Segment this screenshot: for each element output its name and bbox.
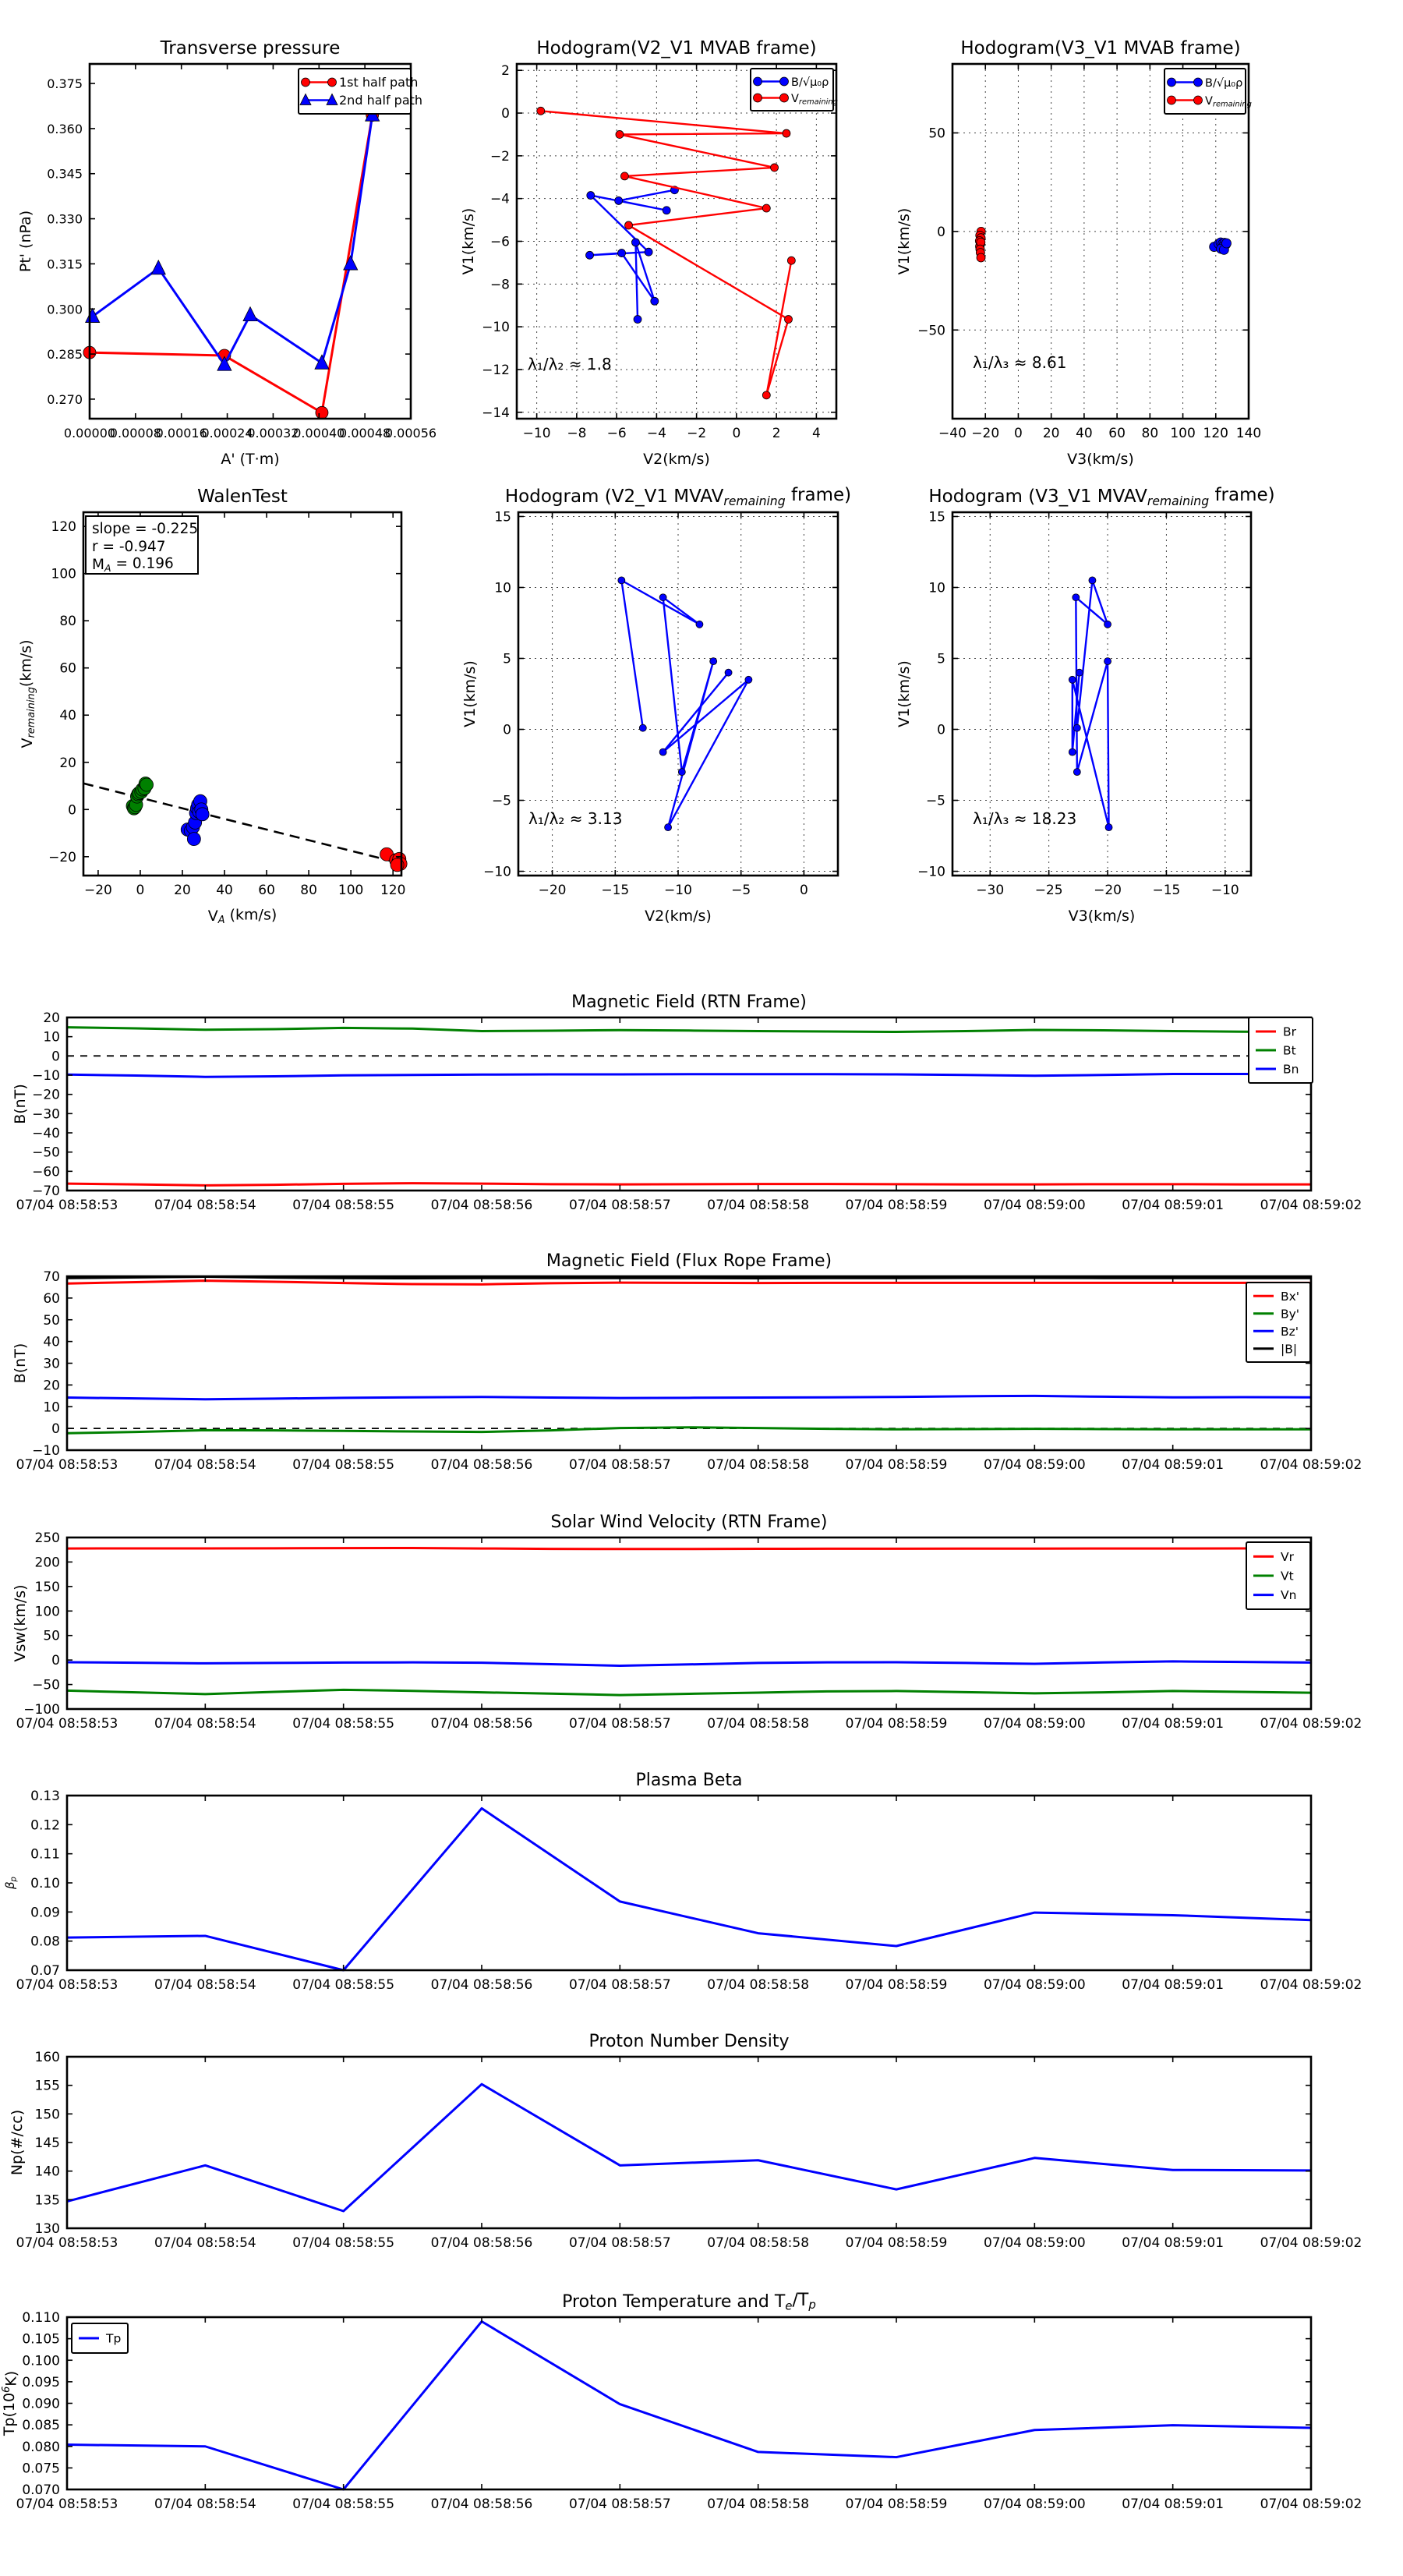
svg-text:07/04 08:58:54: 07/04 08:58:54 [154,1457,256,1473]
svg-text:−100: −100 [23,1702,60,1718]
svg-text:Solar Wind Velocity (RTN Frame: Solar Wind Velocity (RTN Frame) [550,1513,828,1532]
svg-text:100: 100 [51,566,76,582]
svg-text:07/04 08:58:57: 07/04 08:58:57 [568,2235,671,2251]
svg-text:30: 30 [43,1356,60,1372]
svg-text:07/04 08:59:01: 07/04 08:59:01 [1122,2235,1225,2251]
svg-text:0.100: 0.100 [22,2353,60,2369]
svg-text:07/04 08:58:53: 07/04 08:58:53 [16,1457,118,1473]
svg-text:07/04 08:58:56: 07/04 08:58:56 [430,1198,533,1213]
svg-text:10: 10 [928,580,945,596]
svg-text:Tp: Tp [106,2331,122,2346]
svg-text:WalenTest: WalenTest [197,487,288,507]
svg-text:−5: −5 [925,793,945,809]
svg-text:−4: −4 [646,426,666,441]
svg-text:150: 150 [34,1579,60,1595]
svg-text:07/04 08:58:53: 07/04 08:58:53 [16,1198,118,1213]
svg-text:−25: −25 [1034,883,1063,898]
svg-text:07/04 08:58:59: 07/04 08:58:59 [845,2235,948,2251]
plot-vsw-rtn [12,1513,1362,1732]
svg-text:0: 0 [501,106,510,122]
svg-text:Br: Br [1283,1024,1297,1039]
svg-text:0.00016: 0.00016 [155,426,207,441]
svg-text:140: 140 [34,2164,60,2180]
svg-text:07/04 08:58:59: 07/04 08:58:59 [845,1198,948,1213]
svg-text:Hodogram(V2_V1 MVAB frame): Hodogram(V2_V1 MVAB frame) [536,38,817,58]
svg-text:−14: −14 [482,405,510,421]
svg-text:40: 40 [59,708,76,724]
svg-text:0.12: 0.12 [30,1817,60,1834]
svg-text:0.090: 0.090 [22,2396,60,2412]
svg-text:Np(#/cc): Np(#/cc) [9,2109,26,2176]
svg-text:−10: −10 [32,1443,60,1459]
svg-text:20: 20 [43,1378,60,1394]
svg-text:15: 15 [494,509,511,525]
svg-text:07/04 08:58:57: 07/04 08:58:57 [568,2496,671,2512]
svg-text:2nd half path: 2nd half path [339,93,423,108]
svg-text:0: 0 [51,1421,60,1438]
svg-text:Tp(106K): $Tp(10^6K)$ [1,2370,20,2436]
svg-text:|B|: |B| [1281,1342,1298,1357]
svg-text:60: 60 [59,660,76,677]
svg-text:0: 0 [1014,426,1023,441]
svg-text:155: 155 [34,2078,60,2094]
svg-text:Proton Temperature and Te/Tp: Proton Temperature and Te/Tp [562,2291,816,2313]
svg-text:MA = 0.196: MA = 0.196 [92,555,174,575]
svg-text:0.085: 0.085 [22,2418,60,2434]
svg-text:10: 10 [494,580,511,596]
plot-hodogram-v2v1-mvab [460,38,838,468]
svg-text:0.10: 0.10 [30,1876,60,1891]
svg-text:145: 145 [34,2135,60,2151]
svg-text:0: 0 [68,802,76,819]
svg-text:07/04 08:58:54: 07/04 08:58:54 [154,2496,256,2512]
legend-proton-temp [72,2323,128,2353]
svg-text:βp: βp [3,1876,19,1890]
svg-text:B/√μ₀ρ: B/√μ₀ρ [1205,77,1243,90]
svg-text:07/04 08:58:58: 07/04 08:58:58 [707,1716,810,1732]
svg-text:−40: −40 [32,1126,60,1141]
legend-vsw-rtn [1246,1542,1310,1609]
svg-text:−10: −10 [664,883,692,898]
svg-text:−50: −50 [32,1145,60,1161]
svg-text:07/04 08:59:02: 07/04 08:59:02 [1260,1198,1362,1213]
svg-text:V3(km/s): V3(km/s) [1068,908,1136,925]
svg-text:07/04 08:59:00: 07/04 08:59:00 [983,1198,1086,1213]
plot-proton-density [9,2032,1362,2251]
svg-text:−20: −20 [32,1087,60,1103]
svg-text:Bz': Bz' [1281,1324,1299,1339]
plot-transverse-pressure [17,38,436,468]
svg-text:0: 0 [51,1653,60,1669]
svg-text:0.095: 0.095 [22,2374,60,2390]
svg-text:−40: −40 [938,426,967,441]
svg-text:Magnetic Field (Flux Rope Fram: Magnetic Field (Flux Rope Frame) [546,1251,832,1271]
svg-text:5: 5 [503,651,511,667]
svg-text:Hodogram(V3_V1 MVAB frame): Hodogram(V3_V1 MVAB frame) [960,38,1241,58]
svg-text:0.080: 0.080 [22,2439,60,2455]
svg-text:120: 120 [51,519,76,536]
svg-text:0.300: 0.300 [47,302,83,317]
svg-text:−5: −5 [491,793,511,809]
svg-text:Vremaining: Vremaining [1205,95,1252,109]
svg-text:07/04 08:58:53: 07/04 08:58:53 [16,1977,118,1993]
svg-text:Bn: Bn [1283,1062,1299,1077]
svg-text:07/04 08:59:02: 07/04 08:59:02 [1260,2496,1362,2512]
svg-text:20: 20 [59,755,76,771]
svg-text:2: 2 [772,426,781,441]
svg-text:0.13: 0.13 [30,1789,60,1804]
svg-text:Vr: Vr [1281,1549,1294,1564]
svg-text:0: 0 [800,883,808,898]
svg-text:−2: −2 [489,148,510,165]
svg-text:07/04 08:58:56: 07/04 08:58:56 [430,2496,533,2512]
svg-text:100: 100 [1170,426,1196,441]
svg-text:130: 130 [34,2221,60,2237]
svg-text:07/04 08:58:55: 07/04 08:58:55 [292,2496,395,2512]
svg-text:120: 120 [380,883,406,898]
svg-text:Bx': Bx' [1281,1289,1300,1304]
svg-text:Vn: Vn [1281,1588,1297,1603]
svg-text:07/04 08:59:00: 07/04 08:59:00 [983,1716,1086,1732]
svg-text:07/04 08:59:00: 07/04 08:59:00 [983,2235,1086,2251]
svg-text:−20: −20 [48,849,76,865]
svg-text:−6: −6 [606,426,627,441]
legend-hodogram-v2v1-mvab [751,69,838,111]
svg-text:Magnetic Field (RTN Frame): Magnetic Field (RTN Frame) [571,993,807,1012]
svg-text:07/04 08:58:55: 07/04 08:58:55 [292,1716,395,1732]
svg-text:Plasma Beta: Plasma Beta [635,1771,743,1790]
svg-text:0.00048: 0.00048 [339,426,391,441]
svg-text:50: 50 [928,126,945,142]
svg-text:VA (km/s): VA (km/s) [207,906,277,927]
svg-text:60: 60 [258,883,275,898]
svg-text:0.360: 0.360 [47,121,83,136]
svg-text:150: 150 [34,2107,60,2123]
svg-text:slope = -0.225: slope = -0.225 [92,521,199,537]
svg-text:Transverse pressure: Transverse pressure [160,38,341,58]
svg-text:0: 0 [136,883,145,898]
svg-text:120: 120 [1203,426,1229,441]
svg-text:−20: −20 [1094,883,1122,898]
svg-text:20: 20 [174,883,191,898]
svg-text:−15: −15 [601,883,630,898]
svg-text:V1(km/s): V1(km/s) [896,660,913,727]
svg-text:0.270: 0.270 [47,391,83,407]
svg-text:Hodogram (V2_V1 MVAVremaining: Hodogram (V2_V1 MVAVremaining frame) [504,485,852,508]
svg-text:0.08: 0.08 [30,1934,60,1950]
svg-text:0.315: 0.315 [47,257,83,272]
svg-text:07/04 08:58:58: 07/04 08:58:58 [707,1198,810,1213]
svg-text:10: 10 [43,1029,60,1046]
plot-proton-temp [1,2291,1362,2512]
svg-text:07/04 08:58:59: 07/04 08:58:59 [845,1716,948,1732]
legend-mag-fluxrope [1246,1283,1310,1362]
svg-text:−10: −10 [483,864,511,880]
svg-text:1st half path: 1st half path [339,75,419,90]
svg-text:250: 250 [34,1530,60,1546]
plot-hodogram-v2v1-mvav [461,485,851,925]
svg-text:Pt' (nPa): Pt' (nPa) [17,210,34,273]
svg-text:07/04 08:59:01: 07/04 08:59:01 [1122,1716,1225,1732]
svg-text:0: 0 [51,1049,60,1065]
svg-text:B(nT): B(nT) [12,1084,29,1124]
svg-text:20: 20 [43,1010,60,1026]
svg-text:λ₁/λ₂ ≈ 3.13: λ₁/λ₂ ≈ 3.13 [528,809,623,828]
svg-text:V1(km/s): V1(km/s) [460,207,477,275]
svg-text:07/04 08:58:58: 07/04 08:58:58 [707,1977,810,1993]
svg-text:−12: −12 [482,362,510,378]
svg-text:−50: −50 [917,323,945,339]
svg-text:07/04 08:58:53: 07/04 08:58:53 [16,2496,118,2512]
svg-text:07/04 08:58:58: 07/04 08:58:58 [707,2496,810,2512]
svg-text:−20: −20 [971,426,1000,441]
svg-text:B/√μ₀ρ: B/√μ₀ρ [791,76,829,89]
legend-mag-rtn [1249,1017,1313,1083]
svg-text:80: 80 [300,883,317,898]
svg-text:−4: −4 [489,191,510,207]
svg-text:0.375: 0.375 [47,76,83,92]
svg-text:100: 100 [337,883,364,898]
svg-text:07/04 08:59:02: 07/04 08:59:02 [1260,1457,1362,1473]
svg-text:07/04 08:58:54: 07/04 08:58:54 [154,1977,256,1993]
svg-text:60: 60 [43,1290,60,1307]
svg-text:Vremaining(km/s): Vremaining(km/s) [17,639,38,748]
svg-text:0.00024: 0.00024 [201,426,253,441]
svg-text:07/04 08:58:57: 07/04 08:58:57 [568,1198,671,1213]
svg-text:Vsw(km/s): Vsw(km/s) [12,1584,29,1662]
plot-mag-rtn [12,993,1362,1213]
svg-text:07/04 08:58:53: 07/04 08:58:53 [16,2235,118,2251]
svg-text:07/04 08:59:01: 07/04 08:59:01 [1122,1977,1225,1993]
svg-text:07/04 08:59:00: 07/04 08:59:00 [983,2496,1086,2512]
svg-text:A' (T·m): A' (T·m) [221,451,280,468]
svg-text:07/04 08:58:59: 07/04 08:58:59 [845,1977,948,1993]
svg-text:−20: −20 [538,883,567,898]
svg-text:−6: −6 [489,234,510,250]
svg-text:07/04 08:59:01: 07/04 08:59:01 [1122,2496,1225,2512]
svg-text:07/04 08:58:55: 07/04 08:58:55 [292,2235,395,2251]
svg-text:07/04 08:59:00: 07/04 08:59:00 [983,1457,1086,1473]
svg-text:V2(km/s): V2(km/s) [643,451,710,468]
svg-text:07/04 08:59:02: 07/04 08:59:02 [1260,2235,1362,2251]
svg-text:40: 40 [216,883,233,898]
svg-text:V3(km/s): V3(km/s) [1067,451,1134,468]
svg-text:07/04 08:59:02: 07/04 08:59:02 [1260,1977,1362,1993]
svg-text:80: 80 [1141,426,1159,441]
plot-hodogram-v3v1-mvab [896,38,1261,468]
svg-text:07/04 08:58:54: 07/04 08:58:54 [154,1198,256,1213]
svg-text:0.11: 0.11 [30,1846,60,1863]
svg-text:0.00000: 0.00000 [63,426,116,441]
plot-hodogram-v3v1-mvav [896,485,1275,925]
svg-text:−20: −20 [83,883,112,898]
svg-text:4: 4 [811,426,821,441]
svg-text:−10: −10 [482,320,510,336]
svg-text:15: 15 [928,509,945,525]
svg-text:07/04 08:59:01: 07/04 08:59:01 [1122,1198,1225,1213]
svg-text:0.105: 0.105 [22,2331,60,2348]
svg-text:−15: −15 [1152,883,1181,898]
plot-plasma-beta [3,1771,1362,1993]
svg-text:0.110: 0.110 [22,2310,60,2326]
svg-text:07/04 08:58:57: 07/04 08:58:57 [568,1716,671,1732]
svg-text:70: 70 [43,1269,60,1285]
svg-text:Vt: Vt [1281,1569,1294,1583]
svg-text:40: 40 [43,1334,60,1350]
svg-text:07/04 08:58:55: 07/04 08:58:55 [292,1977,395,1993]
svg-text:0.285: 0.285 [47,347,83,363]
svg-text:07/04 08:58:56: 07/04 08:58:56 [430,1716,533,1732]
svg-text:07/04 08:58:55: 07/04 08:58:55 [292,1457,395,1473]
svg-text:−10: −10 [32,1068,60,1084]
svg-text:07/04 08:58:53: 07/04 08:58:53 [16,1716,118,1732]
svg-text:λ₁/λ₃ ≈ 8.61: λ₁/λ₃ ≈ 8.61 [973,353,1067,372]
svg-text:λ₁/λ₂ ≈ 1.8: λ₁/λ₂ ≈ 1.8 [528,355,612,373]
svg-text:0: 0 [937,224,945,240]
svg-text:07/04 08:59:01: 07/04 08:59:01 [1122,1457,1225,1473]
svg-text:Bt: Bt [1283,1043,1296,1058]
svg-text:160: 160 [34,2050,60,2065]
svg-text:Proton Number Density: Proton Number Density [588,2032,790,2051]
svg-text:By': By' [1281,1307,1300,1322]
svg-text:V1(km/s): V1(km/s) [461,660,479,727]
svg-text:V1(km/s): V1(km/s) [896,207,913,275]
svg-text:07/04 08:58:57: 07/04 08:58:57 [568,1457,671,1473]
svg-text:0.07: 0.07 [30,1963,60,1979]
svg-text:07/04 08:59:02: 07/04 08:59:02 [1260,1716,1362,1732]
svg-text:80: 80 [59,614,76,630]
legend-hodogram-v3v1-mvab [1164,69,1252,114]
svg-text:10: 10 [43,1399,60,1416]
svg-text:140: 140 [1235,426,1262,441]
svg-text:0.00008: 0.00008 [109,426,161,441]
svg-text:60: 60 [1108,426,1126,441]
svg-text:−30: −30 [32,1106,60,1123]
svg-text:2: 2 [501,63,510,80]
svg-text:07/04 08:58:54: 07/04 08:58:54 [154,1716,256,1732]
svg-text:0.00032: 0.00032 [247,426,299,441]
svg-text:−8: −8 [489,277,510,293]
svg-text:40: 40 [1076,426,1093,441]
svg-text:−10: −10 [522,426,551,441]
svg-text:07/04 08:58:59: 07/04 08:58:59 [845,2496,948,2512]
svg-text:135: 135 [34,2192,60,2209]
svg-text:−2: −2 [687,426,707,441]
svg-text:100: 100 [34,1604,60,1620]
svg-text:07/04 08:58:57: 07/04 08:58:57 [568,1977,671,1993]
svg-text:−70: −70 [32,1184,60,1199]
svg-text:0.330: 0.330 [47,211,83,227]
svg-text:0.075: 0.075 [22,2461,60,2477]
svg-text:−60: −60 [32,1164,60,1180]
svg-text:B(nT): B(nT) [12,1343,29,1384]
svg-text:Hodogram (V3_V1 MVAVremaining: Hodogram (V3_V1 MVAVremaining frame) [928,485,1275,508]
svg-text:0.00040: 0.00040 [293,426,345,441]
svg-text:50: 50 [43,1312,60,1329]
svg-text:0.070: 0.070 [22,2482,60,2498]
svg-text:Vremaining: Vremaining [791,93,838,107]
svg-text:−10: −10 [1210,883,1239,898]
svg-text:07/04 08:58:59: 07/04 08:58:59 [845,1457,948,1473]
svg-text:V2(km/s): V2(km/s) [645,908,712,925]
svg-text:0: 0 [732,426,741,441]
svg-text:−50: −50 [32,1677,60,1693]
svg-text:0.00056: 0.00056 [384,426,437,441]
svg-text:0: 0 [503,722,511,738]
svg-text:−8: −8 [567,426,587,441]
svg-text:−10: −10 [917,864,945,880]
plot-walen-test [17,487,407,926]
svg-text:0.345: 0.345 [47,166,83,182]
svg-text:−30: −30 [976,883,1005,898]
svg-text:07/04 08:58:56: 07/04 08:58:56 [430,1977,533,1993]
svg-text:5: 5 [937,651,945,667]
svg-text:−5: −5 [731,883,751,898]
legend-transverse-pressure [299,69,422,114]
svg-text:07/04 08:58:54: 07/04 08:58:54 [154,2235,256,2251]
svg-text:λ₁/λ₃ ≈ 18.23: λ₁/λ₃ ≈ 18.23 [973,809,1077,828]
svg-text:07/04 08:58:56: 07/04 08:58:56 [430,1457,533,1473]
svg-text:07/04 08:58:56: 07/04 08:58:56 [430,2235,533,2251]
svg-text:200: 200 [34,1555,60,1571]
svg-text:50: 50 [43,1628,60,1644]
svg-text:20: 20 [1042,426,1060,441]
svg-text:0: 0 [937,722,945,738]
plot-mag-fluxrope [12,1251,1362,1473]
svg-text:0.09: 0.09 [30,1905,60,1921]
svg-text:r = -0.947: r = -0.947 [92,539,166,555]
svg-text:07/04 08:58:58: 07/04 08:58:58 [707,2235,810,2251]
svg-text:07/04 08:58:55: 07/04 08:58:55 [292,1198,395,1213]
svg-text:07/04 08:59:00: 07/04 08:59:00 [983,1977,1086,1993]
svg-text:07/04 08:58:58: 07/04 08:58:58 [707,1457,810,1473]
